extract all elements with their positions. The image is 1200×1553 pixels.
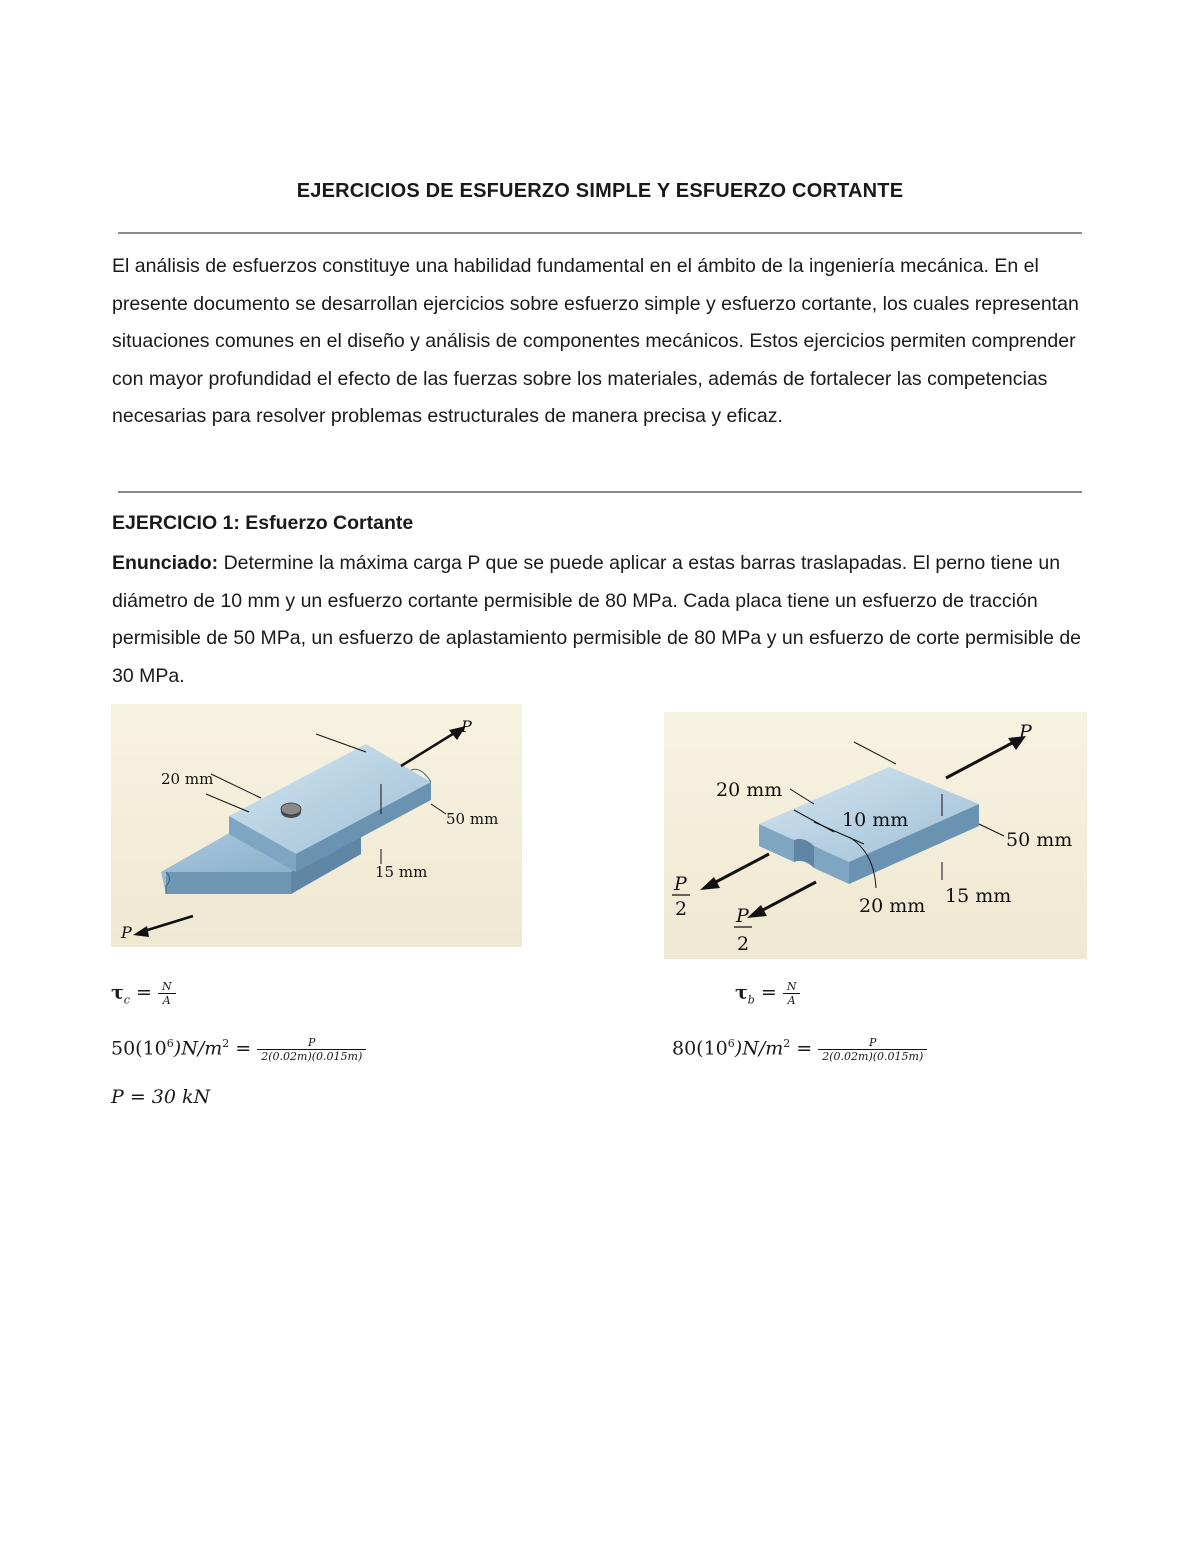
equation-result: P = 30 kN [111, 1086, 211, 1108]
label-10mm: 10 mm [842, 809, 909, 831]
exercise-heading: EJERCICIO 1: Esfuerzo Cortante [112, 512, 414, 534]
statement-text: Determine la máxima carga P que se puede aplicar a estas barras traslapadas. El perno tiene un diámetro de 10 mm y un esfuerzo cortante permisible de 80 MPa. Cada placa tiene un esfuerzo de tracción permisible de 50 MPa, un esfuerzo de aplastamiento permisible de 80 MPa y un esfuerzo de corte permisible de 30 MPa. [112, 552, 1082, 687]
label-20mm: 20 mm [161, 770, 214, 788]
exercise-statement [112, 545, 1087, 695]
intro-paragraph: El análisis de esfuerzos constituye una habilidad fundamental en el ámbito de la ingeniería mecánica. En el presente documento se desarrollan ejercicios sobre esfuerzo simple y esfuerzo cortante, los cuales representan situaciones comunes en el diseño y análisis de componentes mecánicos. Estos ejercicios permiten comprender con mayor profundidad el efecto de las fuerzas sobre los materiales, además de fortalecer las competencias necesarias para resolver problemas estructurales de manera precisa y eficaz. [112, 255, 1079, 427]
figure-slotted-joint [664, 712, 1087, 959]
divider-middle [118, 491, 1082, 493]
label-p-bottom: P [121, 923, 132, 942]
label-p-top: P [461, 717, 472, 736]
equation-shear-substitution: $50(10^6)N/m^2$ = $\frac{P}{2(0.02m)(0.015m)}$ [111, 1036, 366, 1063]
divider-top [118, 232, 1082, 234]
document-title: EJERCICIOS DE ESFUERZO SIMPLE Y ESFUERZO CORTANTE [296, 180, 904, 202]
equation-shear-stress: $\tau_c$ = $\frac{N}{A}$ [111, 980, 176, 1007]
label-p-half-2-num: P [736, 905, 749, 927]
label-p-half-2-den: 2 [737, 933, 750, 955]
equation-bearing-stress: $\tau_b$ = $\frac{N}{A}$ [735, 980, 800, 1007]
label-p-half-1-num: P [674, 873, 687, 895]
label-50mm: 50 mm [446, 810, 499, 828]
label-20mm-bottom: 20 mm [859, 895, 926, 917]
label-p-top: P [1019, 721, 1032, 743]
label-15mm: 15 mm [375, 863, 428, 881]
label-20mm-top: 20 mm [716, 779, 783, 801]
statement-label: Enunciado: [112, 552, 219, 574]
equation-bearing-substitution: $80(10^6)N/m^2$ = $\frac{P}{2(0.02m)(0.015m)}$ [672, 1036, 927, 1063]
label-p-half-1-den: 2 [675, 898, 688, 920]
label-15mm: 15 mm [945, 885, 1012, 907]
figure-lap-joint [111, 704, 522, 947]
label-50mm: 50 mm [1006, 829, 1073, 851]
